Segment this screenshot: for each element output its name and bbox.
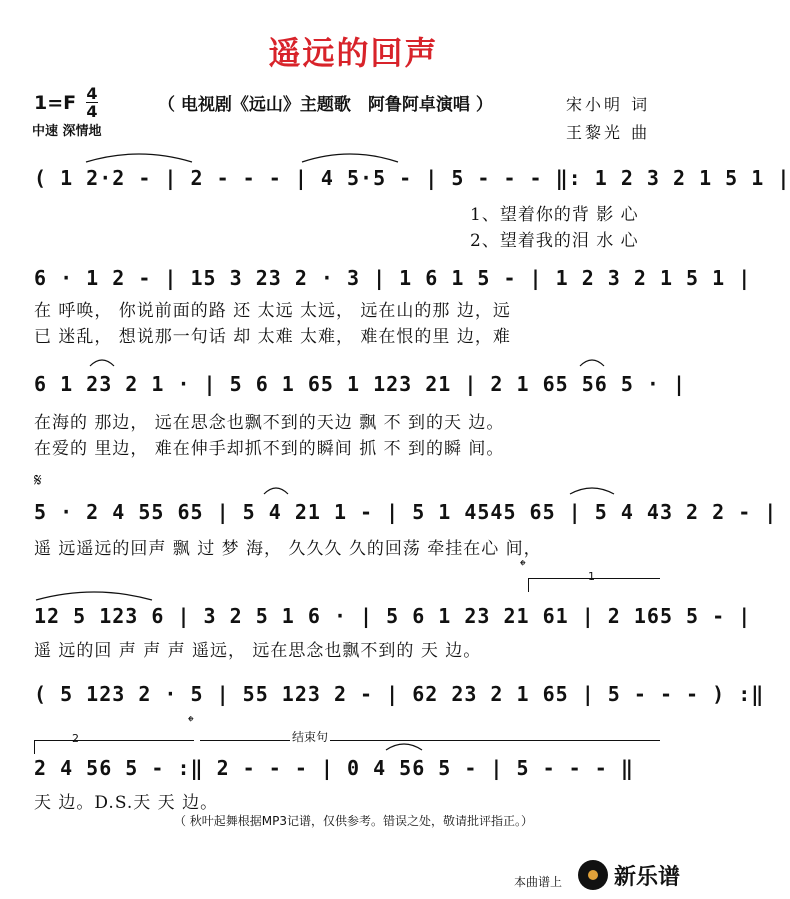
transcription-note: （ 秋叶起舞根据MP3记谱，仅供参考。错误之处，敬请批评指正。） <box>173 814 534 828</box>
lyric-line-2b: 已 迷乱， 想说那一句话 却 太难 太难， 难在恨的里 边，难 <box>34 327 511 347</box>
notation-line-6: ( 5 123 2 · 5 | 55 123 2 - | 62 23 2 1 65 | 5 - - - ) :‖ <box>34 682 765 706</box>
logo-brand: 新乐谱 <box>614 865 681 890</box>
notation-line-3: 6 1 23 2 1 · | 5 6 1 65 1 123 21 | 2 1 65 56 5 · | <box>34 372 687 396</box>
lyric-line-2a: 在 呼唤， 你说前面的路 还 太远 太远， 远在山的那 边，远 <box>34 301 511 321</box>
slur <box>34 588 154 602</box>
composer: 王黎光 曲 <box>566 123 651 142</box>
volta-1-label: 1 <box>588 570 595 583</box>
time-signature: 4 4 <box>86 84 98 121</box>
slur <box>568 484 616 496</box>
page-title: 遥远的回声 <box>268 34 439 72</box>
slur <box>262 484 290 496</box>
ending-bracket <box>200 740 660 741</box>
lyricist: 宋小明 词 <box>566 95 651 114</box>
slur <box>384 740 424 752</box>
lyric-line-4: 遥 远遥远的回声 飘 过 梦 海， 久久久 久的回荡 牵挂在心 间， <box>34 539 542 559</box>
ending-label: 结束句 <box>292 730 329 744</box>
notation-line-1: ( 1 2·2 - | 2 - - - | 4 5·5 - | 5 - - - ‖: 1 2 3 2 1 5 1 | <box>34 166 790 190</box>
volta-bracket-2-left <box>34 740 35 754</box>
footer-label: 本曲谱上 <box>514 875 563 889</box>
lyric-line-1a: 1、望着你的背 影 心 <box>470 205 639 225</box>
volta-bracket-2 <box>34 740 194 741</box>
lyric-line-3a: 在海的 那边， 远在思念也飘不到的天边 飘 不 到的天 边。 <box>34 413 505 433</box>
volta-2-label: 2 <box>72 732 79 745</box>
segno-sign: 𝄋 <box>34 470 42 491</box>
coda-sign: 𝄌 <box>520 556 526 575</box>
slur <box>300 150 400 164</box>
lyric-line-1b: 2、望着我的泪 水 心 <box>470 231 639 251</box>
notation-line-7: 2 4 56 5 - :‖ 2 - - - | 0 4 56 5 - | 5 - - - ‖ <box>34 756 634 780</box>
notation-line-2: 6 · 1 2 - | 15 3 23 2 · 3 | 1 6 1 5 - | 1 2 3 2 1 5 1 | <box>34 266 752 290</box>
key-signature: 1=F <box>34 92 77 114</box>
coda-sign-2: 𝄌 <box>188 712 194 731</box>
slur <box>578 356 606 368</box>
site-logo <box>578 858 698 892</box>
lyric-line-7: 天 边。D.S.天 天 边。 <box>34 793 219 813</box>
notation-line-4: 5 · 2 4 55 65 | 5 4 21 1 - | 5 1 4545 65 | 5 4 43 2 2 - | <box>34 500 778 524</box>
tempo-marking: 中速 深情地 <box>32 124 102 139</box>
volta-bracket-1-left <box>528 578 529 592</box>
vinyl-icon <box>578 860 608 890</box>
slur <box>88 356 116 368</box>
lyric-line-5: 遥 远的回 声 声 声 遥远， 远在思念也飘不到的 天 边。 <box>34 641 482 661</box>
notation-line-5: 12 5 123 6 | 3 2 5 1 6 · | 5 6 1 23 21 61 | 2 165 5 - | <box>34 604 752 628</box>
subtitle: （ 电视剧《远山》主题歌 阿鲁阿卓演唱 ） <box>158 95 493 115</box>
lyric-line-3b: 在爱的 里边， 难在伸手却抓不到的瞬间 抓 不 到的瞬 间。 <box>34 439 505 459</box>
slur <box>84 150 194 164</box>
